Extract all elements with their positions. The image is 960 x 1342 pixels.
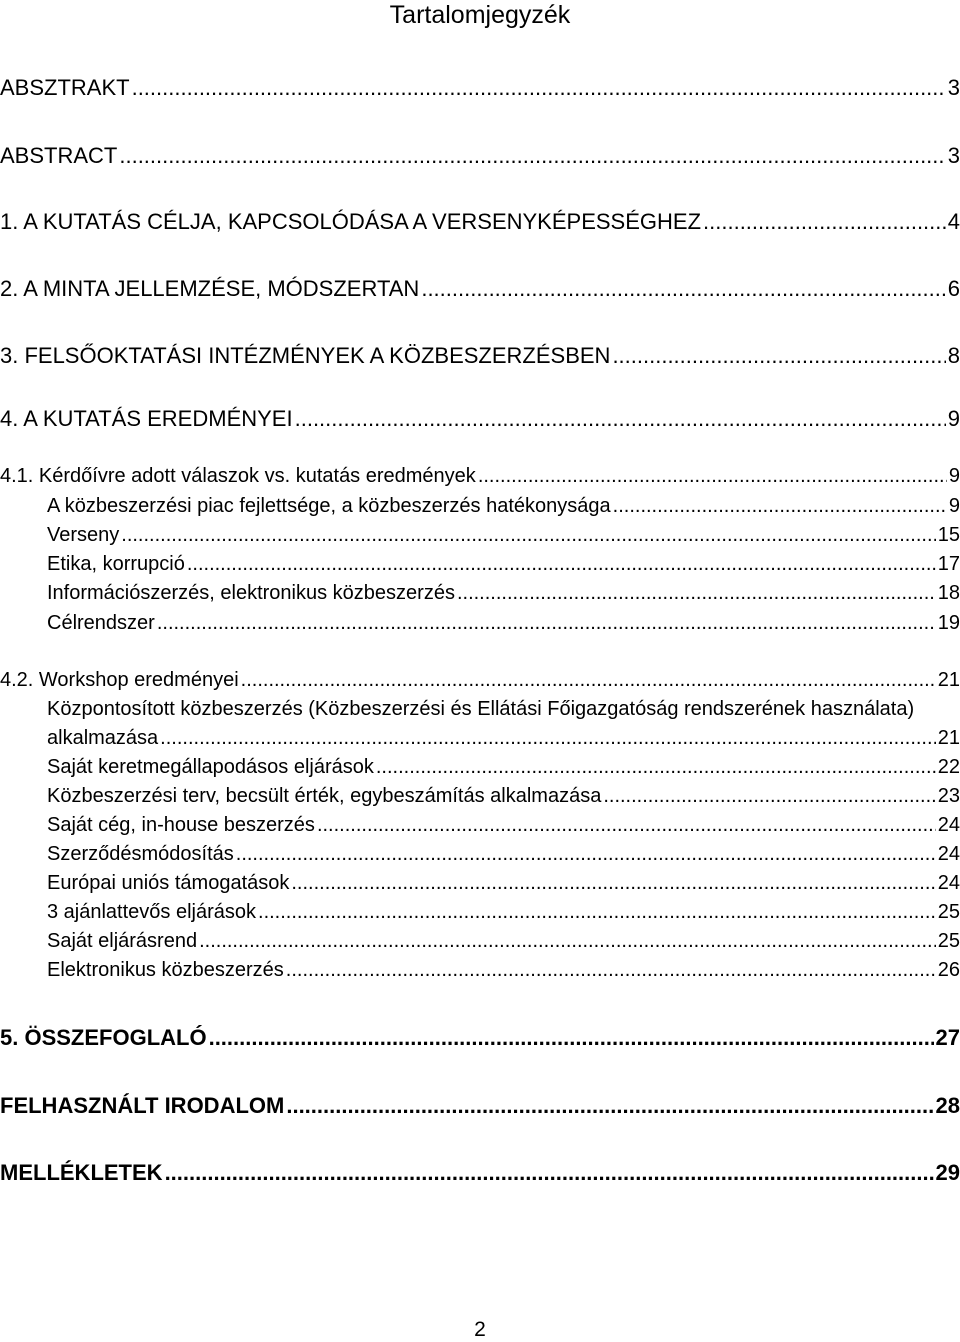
dot-leader [236, 842, 936, 866]
toc-entry-eu-tamogatasok[interactable] [47, 871, 960, 895]
toc-entry-osszefoglalo[interactable] [0, 1025, 960, 1051]
toc-entry-kozpontositott[interactable] [47, 726, 960, 750]
dot-leader [478, 464, 947, 488]
toc-entry-in-house[interactable] [47, 813, 960, 837]
toc-entry-page: 25 [937, 901, 960, 923]
toc-entry-label: Célrendszer [47, 612, 155, 634]
toc-entry-label: Saját cég, in-house beszerzés [47, 814, 315, 836]
toc-entry-keretmegallapodas[interactable] [47, 755, 960, 779]
toc-entry-page: 25 [937, 930, 960, 952]
toc-entry-page: 24 [937, 843, 960, 865]
toc-entry-page: 19 [937, 612, 960, 634]
toc-entry-3-ajanlattevo[interactable] [47, 900, 960, 924]
toc-entry-label: 4. A KUTATÁS EREDMÉNYEI [0, 406, 293, 431]
toc-entry-chapter-2[interactable] [0, 276, 960, 302]
toc-entry-page: 8 [947, 343, 960, 368]
dot-leader [317, 813, 936, 837]
toc-entry-page: 9 [948, 495, 960, 517]
toc-entry-irodalom[interactable] [0, 1093, 960, 1119]
dot-leader [295, 406, 946, 432]
toc-entry-label: A közbeszerzési piac fejlettsége, a közbeszerzés hatékonysága [47, 495, 611, 517]
toc-entry-etika[interactable] [47, 552, 960, 576]
toc-entry-page: 4 [947, 209, 960, 234]
dot-leader [703, 209, 946, 235]
toc-entry-page: 24 [937, 814, 960, 836]
toc-entry-label: FELHASZNÁLT IRODALOM [0, 1093, 285, 1118]
toc-title: Tartalomjegyzék [389, 1, 571, 29]
toc-entry-label: Közbeszerzési terv, becsült érték, egybeszámítás alkalmazása [47, 785, 602, 807]
toc-entry-page: 18 [937, 582, 960, 604]
dot-leader [258, 900, 936, 924]
toc-entry-label: Saját keretmegállapodásos eljárások [47, 756, 374, 778]
dot-leader [286, 1093, 933, 1119]
toc-entry-verseny[interactable] [47, 523, 960, 547]
toc-entry-label: 5. ÖSSZEFOGLALÓ [0, 1025, 207, 1050]
dot-leader [119, 143, 945, 169]
toc-entry-page: 29 [935, 1160, 960, 1185]
toc-entry-kozpontositott-label[interactable]: Központosított közbeszerzés (Közbeszerzési és Ellátási Főigazgatóság rendszerének használata) [47, 698, 915, 720]
toc-entry-page: 22 [937, 756, 960, 778]
toc-entry-label: ABSZTRAKT [0, 75, 130, 100]
dot-leader [613, 494, 947, 518]
toc-entry-page: 28 [935, 1093, 960, 1118]
toc-entry-page: 3 [947, 143, 960, 168]
dot-leader [603, 784, 935, 808]
toc-entry-label: 1. A KUTATÁS CÉLJA, KAPCSOLÓDÁSA A VERSENYKÉPESSÉGHEZ [0, 209, 702, 234]
dot-leader [457, 581, 936, 605]
dot-leader [241, 668, 936, 692]
dot-leader [160, 726, 936, 750]
dot-leader [376, 755, 936, 779]
dot-leader [612, 343, 945, 369]
toc-entry-abstract[interactable] [0, 143, 960, 169]
toc-entry-section-4-2[interactable] [0, 668, 960, 692]
toc-entry-label: 3. FELSŐOKTATÁSI INTÉZMÉNYEK A KÖZBESZERZÉSBEN [0, 343, 611, 368]
toc-entry-label: Saját eljárásrend [47, 930, 198, 952]
toc-entry-page: 9 [948, 465, 960, 487]
dot-leader [199, 929, 936, 953]
toc-entry-elektronikus[interactable] [47, 958, 960, 982]
toc-entry-page: 3 [947, 75, 960, 100]
toc-entry-sajat-eljarasrend[interactable] [47, 929, 960, 953]
toc-entry-label: 4.2. Workshop eredményei [0, 669, 239, 691]
toc-entry-page: 15 [937, 524, 960, 546]
toc-entry-label: 4.1. Kérdőívre adott válaszok vs. kutatás eredmények [0, 465, 476, 487]
toc-entry-page: 27 [935, 1025, 960, 1050]
toc-entry-page: 23 [937, 785, 960, 807]
toc-entry-mellekletek[interactable] [0, 1160, 960, 1186]
dot-leader [157, 611, 936, 635]
toc-entry-chapter-1[interactable] [0, 209, 960, 235]
dot-leader [291, 871, 935, 895]
toc-entry-label: alkalmazása [47, 727, 159, 749]
toc-entry-page: 24 [937, 872, 960, 894]
toc-entry-szerzodesmodositas[interactable] [47, 842, 960, 866]
dot-leader [187, 552, 936, 576]
toc-entry-page: 26 [937, 959, 960, 981]
toc-entry-label: 2. A MINTA JELLEMZÉSE, MÓDSZERTAN [0, 276, 420, 301]
toc-entry-page: 21 [937, 727, 960, 749]
toc-entry-celrendszer[interactable] [47, 611, 960, 635]
toc-entry-page: 21 [937, 669, 960, 691]
toc-entry-label: Elektronikus közbeszerzés [47, 959, 284, 981]
toc-entry-abstrakt[interactable] [0, 75, 960, 101]
toc-entry-chapter-4[interactable] [0, 406, 960, 432]
toc-entry-label: ABSTRACT [0, 143, 118, 168]
toc-entry-page: 17 [937, 553, 960, 575]
dot-leader [209, 1025, 934, 1051]
toc-entry-chapter-3[interactable] [0, 343, 960, 369]
dot-leader [421, 276, 945, 302]
page-number: 2 [474, 1318, 486, 1341]
dot-leader [121, 523, 935, 547]
dot-leader [165, 1160, 934, 1186]
toc-entry-label: Szerződésmódosítás [47, 843, 234, 865]
toc-entry-label: Verseny [47, 524, 120, 546]
toc-entry-label: 3 ajánlattevős eljárások [47, 901, 257, 923]
toc-entry-section-4-1[interactable] [0, 464, 960, 488]
toc-entry-page: 9 [947, 406, 960, 431]
toc-entry-label: Etika, korrupció [47, 553, 185, 575]
toc-entry-kozbeszerzesi-terv[interactable] [47, 784, 960, 808]
toc-entry-label: Információszerzés, elektronikus közbeszerzés [47, 582, 455, 604]
toc-entry-informacioszerzes[interactable] [47, 581, 960, 605]
toc-entry-label: MELLÉKLETEK [0, 1160, 163, 1185]
dot-leader [132, 75, 946, 101]
dot-leader [286, 958, 936, 982]
toc-entry-page: 6 [947, 276, 960, 301]
toc-entry-label: Európai uniós támogatások [47, 872, 290, 894]
toc-entry-piac-fejlettsege[interactable] [47, 494, 960, 518]
